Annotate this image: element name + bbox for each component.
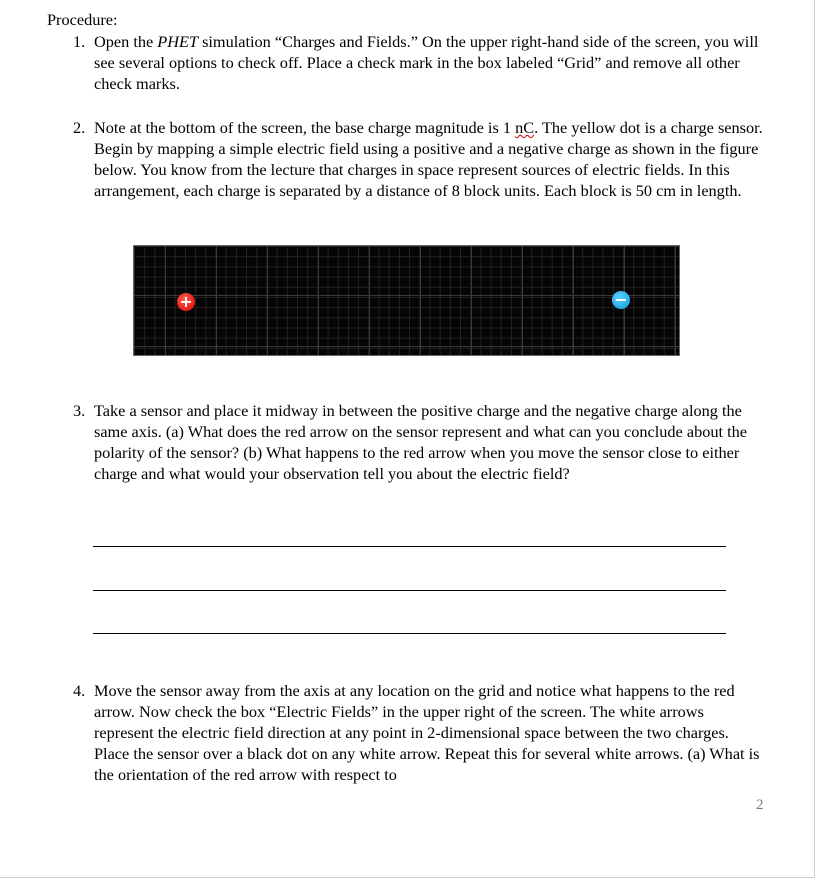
step-number: 3. bbox=[73, 401, 86, 420]
answer-line bbox=[93, 546, 726, 547]
step-text: Take a sensor and place it midway in between the positive charge and the negative charge along the same axis. (a) What does the red arrow on the sensor represent and what can you conclude about the polarity of the sensor? (b) What happens to the red arrow when you move the sensor close to either charge and what would your observation tell you about the electric field? bbox=[94, 401, 747, 483]
charges-grid-figure bbox=[133, 245, 680, 356]
step-number: 2. bbox=[73, 118, 86, 137]
step-2 bbox=[73, 117, 763, 201]
procedure-heading: Procedure: bbox=[47, 10, 118, 29]
step-3 bbox=[73, 400, 763, 484]
text: Open the bbox=[94, 32, 158, 51]
negative-charge-icon: − bbox=[612, 291, 630, 309]
step-number: 1. bbox=[73, 32, 86, 51]
step-text bbox=[94, 117, 763, 201]
step-number: 4. bbox=[73, 681, 86, 700]
step-4 bbox=[73, 680, 763, 785]
text: simulation “Charges and Fields.” On the upper right-hand side of the screen, you will see several options to check off. Place a check mark in the box labeled “Grid” and remove all other check marks. bbox=[94, 32, 759, 93]
step-text: Move the sensor away from the axis at any location on the grid and notice what happens to the red arrow. Now check the box “Electric Fields” in the upper right of the screen. The white arrows represent the electric field direction at any point in 2-dimensional space between the two charges. Place the sensor over a black dot on any white arrow. Repeat this for several white arrows. (a) What is the orientation of the red arrow with respect to bbox=[94, 681, 760, 784]
step-1 bbox=[73, 31, 763, 94]
step-text bbox=[94, 31, 763, 94]
spellcheck-word: nC bbox=[515, 118, 535, 137]
positive-charge-icon: + bbox=[177, 293, 195, 311]
answer-line bbox=[93, 633, 726, 634]
page-number: 2 bbox=[756, 797, 764, 813]
answer-line bbox=[93, 590, 726, 591]
text: . The yellow dot is a charge sensor. Begin by mapping a simple electric field using a positive and a negative charge as shown in the figure below. You know from the lecture that charges in space represent sources of electric fields. In this arrangement, each charge is separated by a distance of 8 block units. Each block is 50 cm in length. bbox=[94, 118, 763, 200]
text: Note at the bottom of the screen, the base charge magnitude is 1 bbox=[94, 118, 516, 137]
phet-italic: PHET bbox=[157, 32, 198, 51]
